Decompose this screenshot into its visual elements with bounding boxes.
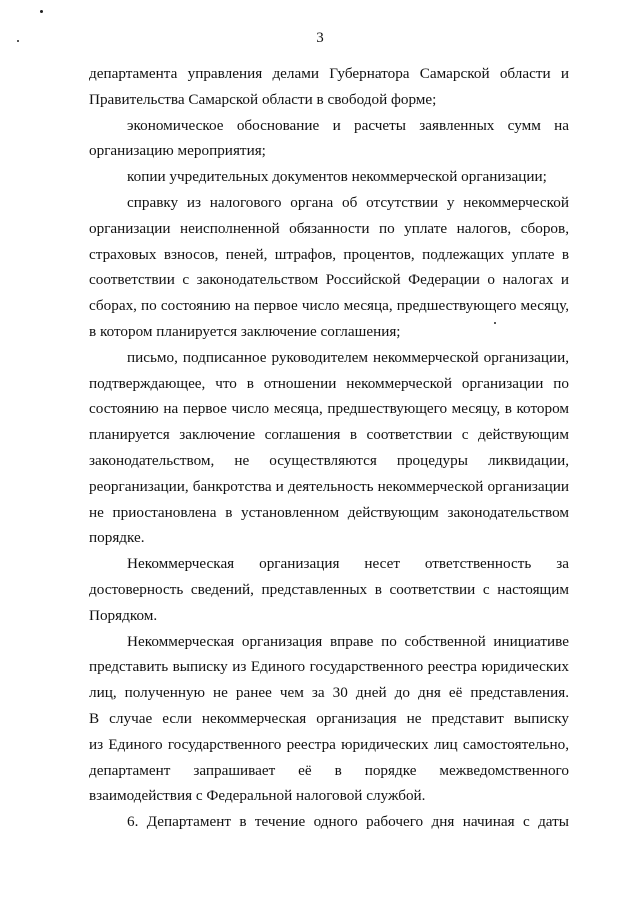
text-line: справку из налогового органа об отсутствии у некоммерческой	[127, 193, 569, 211]
text-line: департамент запрашивает её в порядке межведомственного	[89, 761, 569, 779]
text-line: Некоммерческая организация несет ответственность за	[127, 555, 569, 573]
text-line: организацию мероприятия;	[89, 142, 266, 160]
paragraph	[89, 809, 569, 835]
text-line: страховых взносов, пеней, штрафов, процентов, подлежащих уплате в	[89, 245, 569, 263]
text-line: из Единого государственного реестра юридических лиц самостоятельно,	[89, 735, 569, 753]
paragraph	[89, 629, 569, 810]
text-line: планируется заключение соглашения в соответствии с действующим	[89, 426, 569, 444]
text-line: достоверность сведений, представленных в соответствии с настоящим	[89, 580, 569, 598]
text-line: копии учредительных документов некоммерческой организации;	[127, 168, 547, 186]
text-line: организации неисполненной обязанности по уплате налогов, сборов,	[89, 219, 569, 237]
text-line: письмо, подписанное руководителем некоммерческой организации,	[127, 348, 569, 366]
text-line: Правительства Самарской области в свободой форме;	[89, 90, 437, 108]
text-line: сборах, по состоянию на первое число месяца, предшествующего месяцу,	[89, 297, 569, 315]
paragraph	[89, 190, 569, 345]
text-line: В случае если некоммерческая организация не представит выписку	[89, 709, 569, 727]
document-body	[89, 61, 569, 835]
text-line: Порядком.	[89, 606, 158, 624]
text-line: состоянию на первое число месяца, предшествующего месяцу, в котором	[89, 400, 569, 418]
paragraph	[89, 551, 569, 628]
text-line: взаимодействия с Федеральной налоговой службой.	[89, 787, 426, 805]
text-line: 6. Департамент в течение одного рабочего дня начиная с даты	[127, 813, 569, 831]
paragraph	[89, 164, 569, 190]
text-line: законодательством, не осуществляются процедуры ликвидации,	[89, 451, 569, 469]
text-line: порядке.	[89, 529, 145, 547]
paragraph	[89, 345, 569, 551]
text-line: реорганизации, банкротства и деятельность некоммерческой организации	[89, 477, 569, 495]
text-line: департамента управления делами Губернатора Самарской области и	[89, 65, 569, 82]
text-line: соответствии с законодательством Российской Федерации о налогах и	[89, 271, 569, 289]
text-line: в котором планируется заключение соглашения;	[89, 322, 401, 340]
text-line: подтверждающее, что в отношении некоммерческой организации по	[89, 374, 569, 392]
page-number: 3	[316, 30, 324, 46]
paragraph	[89, 61, 569, 113]
text-line: Некоммерческая организация вправе по собственной инициативе	[127, 632, 569, 650]
text-line: не приостановлена в установленном действующим законодательством	[89, 503, 569, 521]
text-line: лиц, полученную не ранее чем за 30 дней до дня её представления.	[89, 684, 569, 702]
text-line: представить выписку из Единого государственного реестра юридических	[89, 658, 569, 676]
paragraph	[89, 113, 569, 165]
text-line: экономическое обоснование и расчеты заявленных сумм на	[127, 116, 569, 134]
scan-speck-top	[40, 10, 43, 13]
